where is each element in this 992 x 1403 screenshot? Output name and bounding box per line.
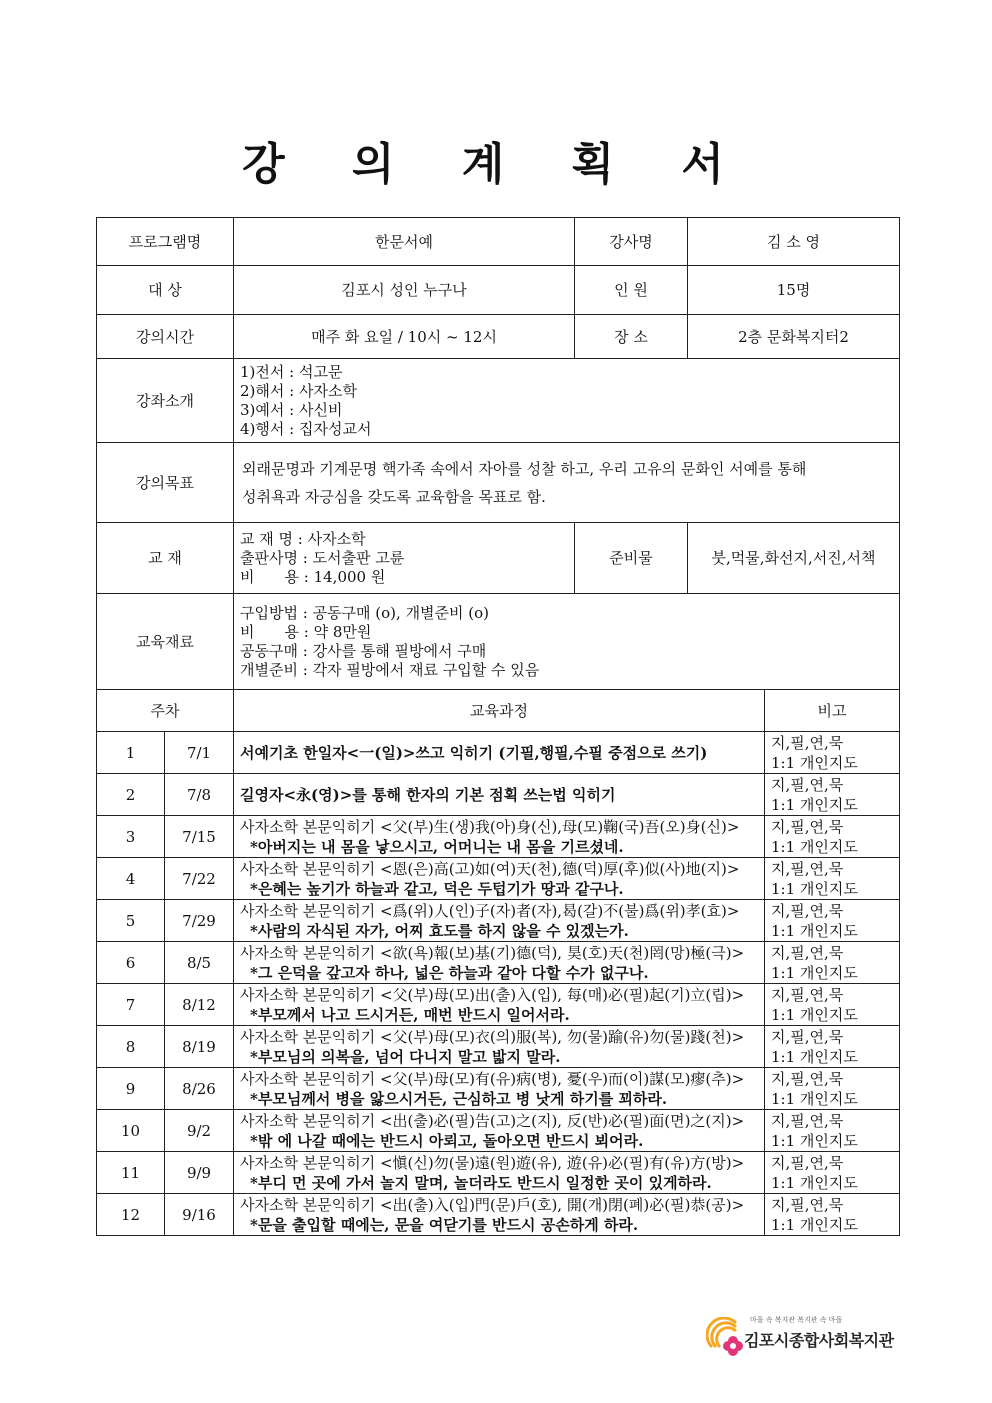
note-materials: 지,필,연,묵: [771, 1111, 844, 1130]
course-note: [765, 1068, 900, 1110]
course-main-line: 사자소학 본문익히기 <愼(신)勿(물)遠(원)遊(유), 遊(유)必(필)有(유)方(방)>: [240, 1153, 745, 1172]
note-guidance: 1:1 개인지도: [771, 963, 858, 982]
week-date: 7/8: [165, 774, 234, 816]
instructor-value: 김 소 영: [688, 218, 900, 266]
note-materials: 지,필,연,묵: [771, 775, 844, 794]
course-main-line: 서예기초 한일자<一(일)>쓰고 익히기 (기필,행필,수필 중점으로 쓰기): [240, 743, 708, 762]
note-guidance: 1:1 개인지도: [771, 1047, 858, 1066]
course-translation-line: *부모께서 나고 드시거든, 매번 반드시 일어서라.: [250, 1005, 570, 1024]
capacity-value: 15명: [688, 266, 900, 315]
capacity-label: 인 원: [575, 266, 688, 315]
note-guidance: 1:1 개인지도: [771, 921, 858, 940]
materials-line: 개별준비 : 각자 필방에서 재료 구입할 수 있음: [240, 660, 540, 679]
supplies-label: 준비물: [575, 523, 688, 594]
instructor-label: 강사명: [575, 218, 688, 266]
textbook-line: 비 용 : 14,000 원: [240, 567, 386, 586]
lecture-plan-table: [96, 217, 900, 1236]
week-number: 3: [97, 816, 165, 858]
schedule-row: [97, 774, 900, 816]
schedule-body: [97, 732, 900, 1236]
schedule-row: [97, 900, 900, 942]
textbook-line: 출판사명 : 도서출판 고륜: [240, 548, 405, 567]
week-date: 8/5: [165, 942, 234, 984]
place-value: 2층 문화복지터2: [688, 315, 900, 359]
time-value: 매주 화 요일 / 10시 ~ 12시: [234, 315, 575, 359]
course-content: [234, 1026, 765, 1068]
note-materials: 지,필,연,묵: [771, 1195, 844, 1214]
course-content: [234, 1068, 765, 1110]
week-number: 4: [97, 858, 165, 900]
week-date: 8/26: [165, 1068, 234, 1110]
document-title: 강 의 계 획 서: [242, 139, 750, 190]
note-materials: 지,필,연,묵: [771, 985, 844, 1004]
week-number: 8: [97, 1026, 165, 1068]
goal-line: 외래문명과 기계문명 핵가족 속에서 자아를 성찰 하고, 우리 고유의 문화인 서예를 통해: [242, 459, 807, 478]
course-note: [765, 984, 900, 1026]
logo-tagline: 마을 속 복지관 복지관 속 마을: [750, 1316, 843, 1324]
note-guidance: 1:1 개인지도: [771, 753, 858, 772]
week-number: 9: [97, 1068, 165, 1110]
course-main-line: 사자소학 본문익히기 <父(부)生(생)我(아)身(신),母(모)鞠(국)吾(오)身(신)>: [240, 817, 740, 836]
intro-line: 4)행서 : 집자성교서: [240, 419, 372, 438]
course-main-line: 사자소학 본문익히기 <欲(욕)報(보)基(기)德(덕), 昊(호)天(천)罔(망)極(극)>: [240, 943, 745, 962]
intro-line: 1)전서 : 석고문: [240, 362, 343, 381]
note-materials: 지,필,연,묵: [771, 943, 844, 962]
course-main-line: 사자소학 본문익히기 <出(출)入(입)門(문)戶(호), 開(개)閉(폐)必(필)恭(공)>: [240, 1195, 745, 1214]
course-translation-line: *부모님께서 병을 앓으시거든, 근심하고 병 낫게 하기를 꾀하라.: [250, 1089, 668, 1108]
course-note: [765, 1110, 900, 1152]
course-main-line: 사자소학 본문익히기 <父(부)母(모)出(출)入(입), 每(매)必(필)起(기)立(립)>: [240, 985, 745, 1004]
materials-line: 구입방법 : 공동구매 (o), 개별준비 (o): [240, 603, 490, 622]
course-translation-line: *아버지는 내 몸을 낳으시고, 어머니는 내 몸을 기르셨네.: [250, 837, 624, 856]
schedule-row: [97, 858, 900, 900]
schedule-header-course: 교육과정: [234, 690, 765, 732]
course-note: [765, 1152, 900, 1194]
course-note: [765, 900, 900, 942]
course-main-line: 사자소학 본문익히기 <出(출)必(필)告(고)之(지), 反(반)必(필)面(면)之(지)>: [240, 1111, 745, 1130]
intro-line: 2)해서 : 사자소학: [240, 381, 357, 400]
week-number: 6: [97, 942, 165, 984]
program-value: 한문서예: [234, 218, 575, 266]
course-translation-line: *밖 에 나갈 때에는 반드시 아뢰고, 돌아오면 반드시 뵈어라.: [250, 1131, 644, 1150]
course-note: [765, 732, 900, 774]
course-note: [765, 942, 900, 984]
schedule-row: [97, 984, 900, 1026]
goal-label: 강의목표: [97, 443, 234, 523]
course-note: [765, 1194, 900, 1236]
course-content: [234, 1194, 765, 1236]
note-materials: 지,필,연,묵: [771, 859, 844, 878]
week-date: 9/9: [165, 1152, 234, 1194]
note-materials: 지,필,연,묵: [771, 733, 844, 752]
note-materials: 지,필,연,묵: [771, 1027, 844, 1046]
week-number: 10: [97, 1110, 165, 1152]
note-guidance: 1:1 개인지도: [771, 1173, 858, 1192]
materials-content: [234, 594, 900, 690]
week-number: 2: [97, 774, 165, 816]
flower-logo-icon: [706, 1317, 746, 1359]
course-content: [234, 774, 765, 816]
course-translation-line: *사람의 자식된 자가, 어찌 효도를 하지 않을 수 있겠는가.: [250, 921, 629, 940]
goal-line: 성취욕과 자긍심을 갖도록 교육함을 목표로 함.: [242, 487, 546, 506]
schedule-row: [97, 1026, 900, 1068]
textbook-label: 교 재: [97, 523, 234, 594]
course-main-line: 사자소학 본문익히기 <恩(은)高(고)如(여)天(천),德(덕)厚(후)似(사)地(지)>: [240, 859, 740, 878]
course-note: [765, 774, 900, 816]
intro-label: 강좌소개: [97, 359, 234, 443]
week-number: 12: [97, 1194, 165, 1236]
textbook-line: 교 재 명 : 사자소학: [240, 529, 366, 548]
course-content: [234, 732, 765, 774]
week-date: 8/12: [165, 984, 234, 1026]
note-materials: 지,필,연,묵: [771, 901, 844, 920]
note-guidance: 1:1 개인지도: [771, 1131, 858, 1150]
schedule-row: [97, 1152, 900, 1194]
logo-name: 김포시종합사회복지관: [744, 1331, 894, 1350]
course-main-line: 사자소학 본문익히기 <父(부)母(모)衣(의)服(복), 勿(물)踰(유)勿(물)踐(천)>: [240, 1027, 745, 1046]
note-materials: 지,필,연,묵: [771, 1069, 844, 1088]
week-number: 7: [97, 984, 165, 1026]
course-content: [234, 1152, 765, 1194]
course-translation-line: *그 은덕을 갚고자 하나, 넓은 하늘과 같아 다할 수가 없구나.: [250, 963, 649, 982]
course-content: [234, 900, 765, 942]
week-number: 11: [97, 1152, 165, 1194]
week-date: 8/19: [165, 1026, 234, 1068]
week-date: 7/15: [165, 816, 234, 858]
course-translation-line: *부모님의 의복을, 넘어 다니지 말고 밟지 말라.: [250, 1047, 561, 1066]
week-date: 7/29: [165, 900, 234, 942]
intro-line: 3)예서 : 사신비: [240, 400, 343, 419]
course-note: [765, 1026, 900, 1068]
week-date: 9/2: [165, 1110, 234, 1152]
schedule-row: [97, 1194, 900, 1236]
note-guidance: 1:1 개인지도: [771, 1005, 858, 1024]
note-guidance: 1:1 개인지도: [771, 837, 858, 856]
course-content: [234, 816, 765, 858]
textbook-content: [234, 523, 575, 594]
week-date: 7/22: [165, 858, 234, 900]
course-note: [765, 858, 900, 900]
goal-content: [234, 443, 900, 523]
week-date: 7/1: [165, 732, 234, 774]
welfare-center-logo: [706, 1311, 901, 1361]
note-guidance: 1:1 개인지도: [771, 795, 858, 814]
schedule-row: [97, 942, 900, 984]
target-label: 대 상: [97, 266, 234, 315]
place-label: 장 소: [575, 315, 688, 359]
schedule-row: [97, 816, 900, 858]
schedule-row: [97, 1110, 900, 1152]
schedule-header-week: 주차: [97, 690, 234, 732]
course-content: [234, 858, 765, 900]
note-guidance: 1:1 개인지도: [771, 879, 858, 898]
week-number: 1: [97, 732, 165, 774]
week-number: 5: [97, 900, 165, 942]
course-main-line: 사자소학 본문익히기 <爲(위)人(인)子(자)者(자),曷(갈)不(불)爲(위)孝(효)>: [240, 901, 740, 920]
program-label: 프로그램명: [97, 218, 234, 266]
course-content: [234, 942, 765, 984]
schedule-row: [97, 732, 900, 774]
week-date: 9/16: [165, 1194, 234, 1236]
note-guidance: 1:1 개인지도: [771, 1089, 858, 1108]
note-materials: 지,필,연,묵: [771, 1153, 844, 1172]
target-value: 김포시 성인 누구나: [234, 266, 575, 315]
materials-label: 교육재료: [97, 594, 234, 690]
course-translation-line: *문을 출입할 때에는, 문을 여닫기를 반드시 공손하게 하라.: [250, 1215, 639, 1234]
intro-content: [234, 359, 900, 443]
note-materials: 지,필,연,묵: [771, 817, 844, 836]
course-translation-line: *은혜는 높기가 하늘과 같고, 덕은 두텁기가 땅과 같구나.: [250, 879, 624, 898]
time-label: 강의시간: [97, 315, 234, 359]
course-translation-line: *부디 먼 곳에 가서 놀지 말며, 놀더라도 반드시 일정한 곳이 있게하라.: [250, 1173, 712, 1192]
schedule-row: [97, 1068, 900, 1110]
course-content: [234, 984, 765, 1026]
course-content: [234, 1110, 765, 1152]
note-guidance: 1:1 개인지도: [771, 1215, 858, 1234]
materials-line: 공동구매 : 강사를 통해 필방에서 구매: [240, 641, 487, 660]
course-note: [765, 816, 900, 858]
schedule-header-note: 비고: [765, 690, 900, 732]
course-main-line: 길영자<永(영)>를 통해 한자의 기본 점획 쓰는법 익히기: [240, 785, 616, 804]
supplies-value: 붓,먹물,화선지,서진,서책: [688, 523, 900, 594]
course-main-line: 사자소학 본문익히기 <父(부)母(모)有(유)病(병), 憂(우)而(이)謀(모)瘳(추)>: [240, 1069, 745, 1088]
materials-line: 비 용 : 약 8만원: [240, 622, 372, 641]
